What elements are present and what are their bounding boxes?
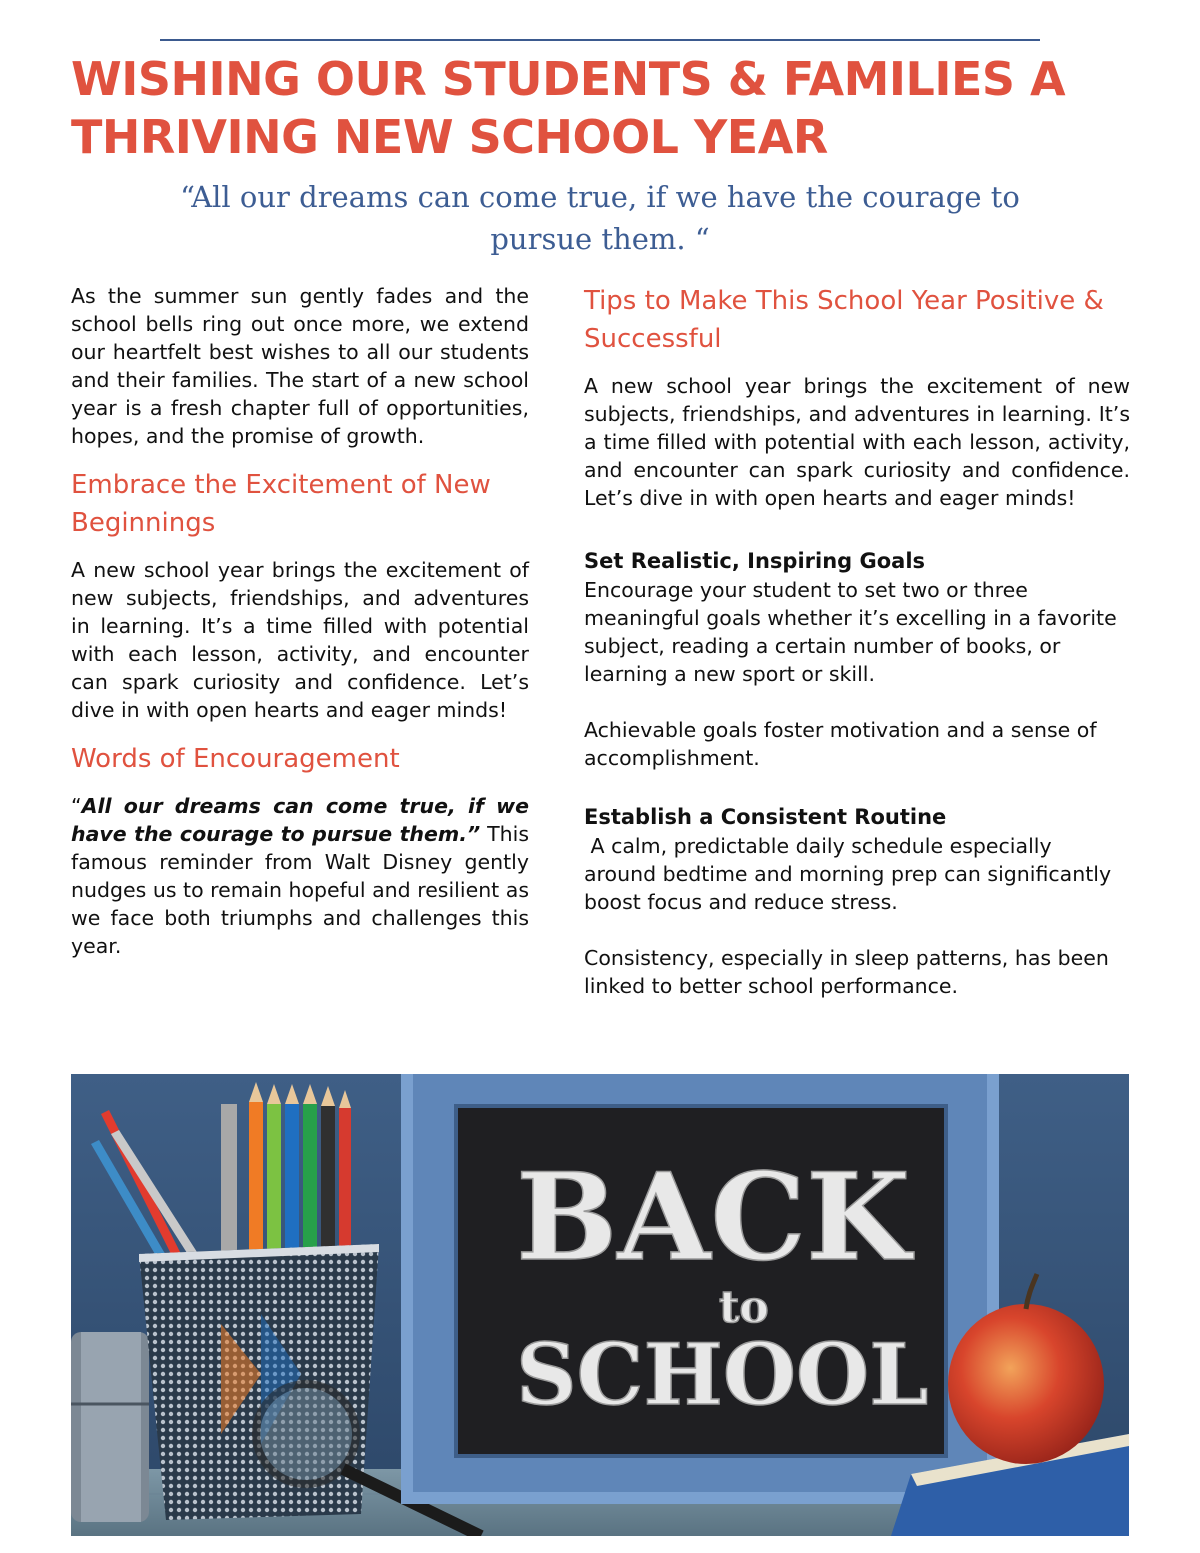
board-word-back: BACK <box>516 1147 911 1288</box>
goals-paragraph-1: Encourage your student to set two or three meaningful goals whether it’s excelling in a favorite subject, reading a certain number of books, or learning a new sport or skill. <box>584 578 1117 686</box>
goals-title: Set Realistic, Inspiring Goals <box>584 549 926 573</box>
chalkboard <box>401 1074 999 1504</box>
tips-heading: Tips to Make This School Year Positive & Successful <box>584 286 1104 354</box>
board-word-to: to <box>719 1282 769 1333</box>
intro-paragraph: As the summer sun gently fades and the school bells ring out once more, we extend our heartfelt best wishes to all our students and their families. The start of a new school year is a fresh chapter full of opportunities, hopes, and the promise of growth. <box>71 284 529 448</box>
tips-intro: A new school year brings the excitement of new subjects, friendships, and adventures in learning. It’s a time filled with potential with each lesson, activity, and encounter can spark curiosity and confidence. Let’s dive in with open hearts and eager minds! <box>584 374 1130 510</box>
embrace-paragraph: A new school year brings the excitement of new subjects, friendships, and adventures in learning. It’s a time filled with potential with each lesson, activity, and encounter can spark curiosity and confidence. Let’s dive in with open hearts and eager minds! <box>71 558 529 722</box>
goals-paragraph-2: Achievable goals foster motivation and a sense of accomplishment. <box>584 718 1097 770</box>
back-to-school-image <box>71 1074 1129 1536</box>
encouragement-heading: Words of Encouragement <box>71 744 400 774</box>
encouragement-paragraph <box>71 792 529 960</box>
board-word-school: SCHOOL <box>516 1325 929 1424</box>
quote-banner <box>100 176 1100 260</box>
quote-banner-line-2: pursue them. “ <box>490 222 710 256</box>
left-column <box>71 282 529 960</box>
speaker-object <box>71 1332 149 1522</box>
encouragement-body: This famous reminder from Walt Disney gently nudges us to remain hopeful and resilient as we face both triumphs and challenges this year. <box>71 822 529 958</box>
right-column <box>584 282 1130 1000</box>
quote-banner-line-1: “All our dreams can come true, if we have the courage to <box>180 180 1020 214</box>
headline-line-2: THRIVING NEW SCHOOL YEAR <box>71 110 828 164</box>
page-headline <box>71 50 1151 166</box>
embrace-heading: Embrace the Excitement of New Beginnings <box>71 470 491 538</box>
pencil-cup <box>139 1244 379 1520</box>
top-divider <box>160 39 1040 41</box>
headline-line-1: WISHING OUR STUDENTS & FAMILIES A <box>71 52 1066 106</box>
routine-paragraph-2: Consistency, especially in sleep patterns, has been linked to better school performance. <box>584 946 1109 998</box>
open-quote-mark: “ <box>71 794 82 818</box>
routine-paragraph-1: A calm, predictable daily schedule especially around bedtime and morning prep can significantly boost focus and reduce stress. <box>584 834 1118 914</box>
back-to-school-illustration <box>71 1074 1129 1536</box>
disney-quote: All our dreams can come true, if we have the courage to pursue them.” <box>71 794 529 846</box>
routine-title: Establish a Consistent Routine <box>584 805 947 829</box>
